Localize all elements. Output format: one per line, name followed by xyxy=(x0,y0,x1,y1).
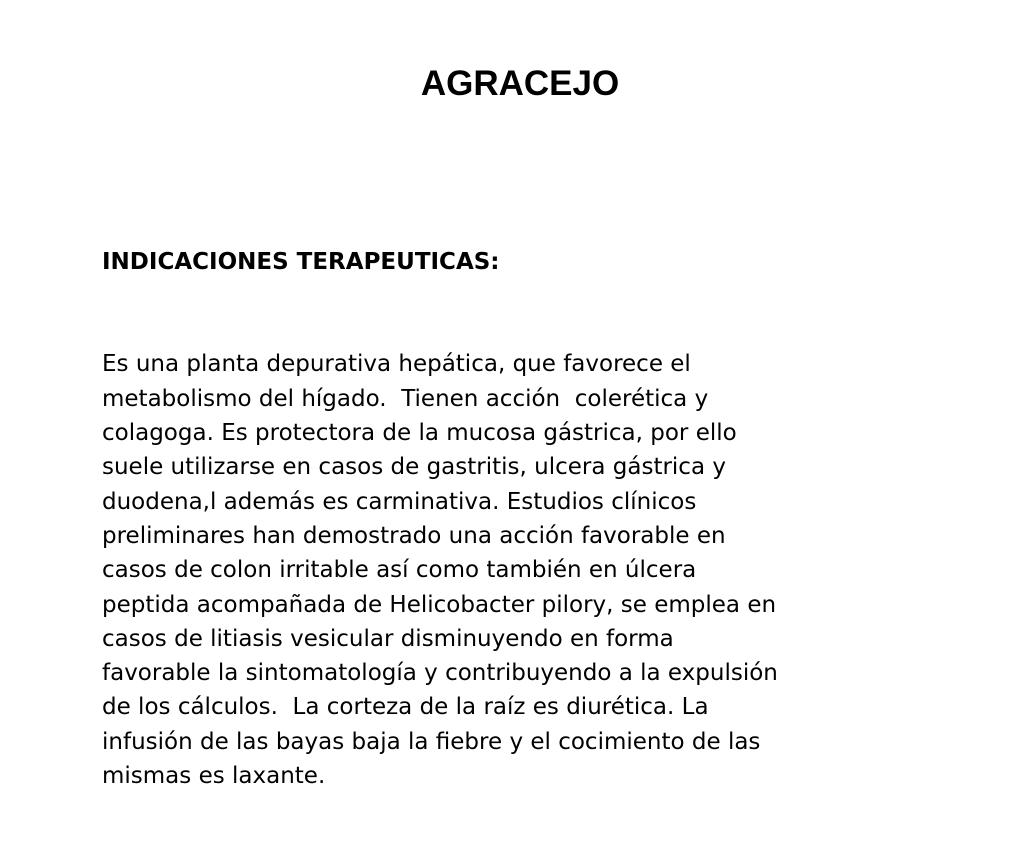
body-paragraph: Es una planta depurativa hepática, que favorece el metabolismo del hígado. Tienen acción colerética y colagoga. Es protectora de la mucosa gástrica, por ello suele utilizarse en casos de gastritis, ulcera gástrica y duodena,l además es carminativa. Estudios clínicos preliminares han demostrado una acción favorable en casos de colon irritable así como también en úlcera peptida acompañada de Helicobacter pilory, se emplea en casos de litiasis vesicular disminuyendo en forma favorable la sintomatología y contribuyendo a la expulsión de los cálculos. La corteza de la raíz es diurética. La infusión de las bayas baja la fiebre y el cocimiento de las mismas es laxante. xyxy=(102,351,778,790)
slide-title: AGRACEJO xyxy=(420,64,620,103)
section-heading: INDICACIONES TERAPEUTICAS: xyxy=(102,248,500,275)
slide-body xyxy=(102,176,942,862)
